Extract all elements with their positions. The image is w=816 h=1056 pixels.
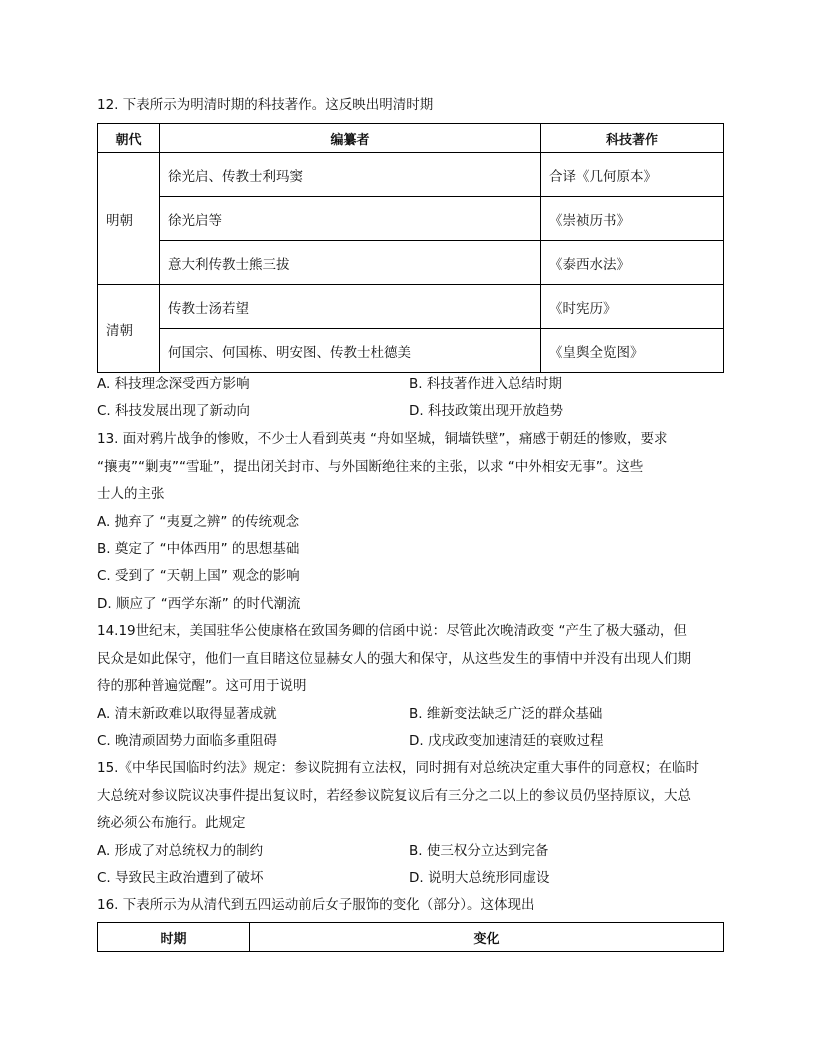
author-cell: 徐光启等 [160, 197, 541, 241]
q12-option-a[interactable]: A. 科技理念深受西方影响 [97, 376, 250, 392]
q15-stem-line3: 统必须公布施行。此规定 [97, 815, 246, 831]
q14-stem-line3: 待的那种普遍觉醒”。这可用于说明 [97, 678, 307, 694]
header-author: 编纂者 [160, 124, 541, 153]
author-cell: 传教士汤若望 [160, 285, 541, 329]
q15-option-d[interactable]: D. 说明大总统形同虚设 [409, 870, 550, 886]
q15-stem-line1: 15.《中华民国临时约法》规定：参议院拥有立法权，同时拥有对总统决定重大事件的同意权；在临时 [97, 760, 699, 776]
q14-option-c[interactable]: C. 晚清顽固势力面临多重阻碍 [97, 733, 278, 749]
author-cell: 意大利传教士熊三拔 [160, 241, 541, 285]
q12-option-b[interactable]: B. 科技著作进入总结时期 [409, 376, 562, 392]
table-header-row [98, 124, 724, 153]
table-row [98, 285, 724, 329]
work-cell: 《泰西水法》 [541, 241, 724, 285]
q13-stem-line1: 13. 面对鸦片战争的惨败，不少士人看到英夷 “舟如坚城，铜墙铁壁”，痛感于朝廷的惨败，要求 [97, 431, 668, 447]
table-row [98, 329, 724, 373]
q15-option-c[interactable]: C. 导致民主政治遭到了破坏 [97, 870, 264, 886]
q13-stem-line2: “攘夷”“剿夷”“雪耻”，提出闭关封市、与外国断绝往来的主张，以求 “中外相安无事”。这些 [97, 459, 644, 475]
q15-option-b[interactable]: B. 使三权分立达到完备 [409, 843, 549, 859]
q12-stem: 12. 下表所示为明清时期的科技著作。这反映出明清时期 [97, 97, 434, 113]
author-cell: 何国宗、何国栋、明安图、传教士杜德美 [160, 329, 541, 373]
header-change: 变化 [250, 923, 724, 952]
header-work: 科技著作 [541, 124, 724, 153]
q16-stem: 16. 下表所示为从清代到五四运动前后女子服饰的变化（部分）。这体现出 [97, 897, 535, 913]
author-cell: 徐光启、传教士利玛窦 [160, 153, 541, 197]
q13-option-c[interactable]: C. 受到了 “天朝上国” 观念的影响 [97, 568, 300, 584]
work-cell: 合译《几何原本》 [541, 153, 724, 197]
q12-table [97, 123, 724, 373]
dynasty-qing: 清朝 [98, 285, 160, 373]
table-row [98, 153, 724, 197]
q15-option-a[interactable]: A. 形成了对总统权力的制约 [97, 843, 264, 859]
q14-stem-line1: 14.19世纪末，美国驻华公使康格在致国务卿的信函中说：尽管此次晚清政变 “产生了极大骚动，但 [97, 623, 687, 639]
q16-table [97, 922, 724, 952]
q13-stem-line3: 士人的主张 [97, 486, 165, 502]
q13-option-b[interactable]: B. 奠定了 “中体西用” 的思想基础 [97, 541, 300, 557]
work-cell: 《时宪历》 [541, 285, 724, 329]
work-cell: 《皇舆全览图》 [541, 329, 724, 373]
q12-option-c[interactable]: C. 科技发展出现了新动向 [97, 403, 251, 419]
dynasty-ming: 明朝 [98, 153, 160, 285]
q14-option-b[interactable]: B. 维新变法缺乏广泛的群众基础 [409, 706, 603, 722]
table-header-row [98, 923, 724, 952]
q12-option-d[interactable]: D. 科技政策出现开放趋势 [409, 403, 563, 419]
q14-stem-line2: 民众是如此保守，他们一直目睹这位显赫女人的强大和保守，从这些发生的事情中并没有出现人们期 [97, 651, 691, 667]
q13-option-a[interactable]: A. 抛弃了 “夷夏之辨” 的传统观念 [97, 514, 300, 530]
table-row [98, 241, 724, 285]
table-row [98, 197, 724, 241]
q13-option-d[interactable]: D. 顺应了 “西学东渐” 的时代潮流 [97, 596, 301, 612]
q15-stem-line2: 大总统对参议院议决事件提出复议时，若经参议院复议后有三分之二以上的参议员仍坚持原议，大总 [97, 788, 691, 804]
header-dynasty: 朝代 [98, 124, 160, 153]
work-cell: 《崇祯历书》 [541, 197, 724, 241]
q14-option-d[interactable]: D. 戊戌政变加速清廷的衰败过程 [409, 733, 604, 749]
header-period: 时期 [98, 923, 250, 952]
q14-option-a[interactable]: A. 清末新政难以取得显著成就 [97, 706, 277, 722]
